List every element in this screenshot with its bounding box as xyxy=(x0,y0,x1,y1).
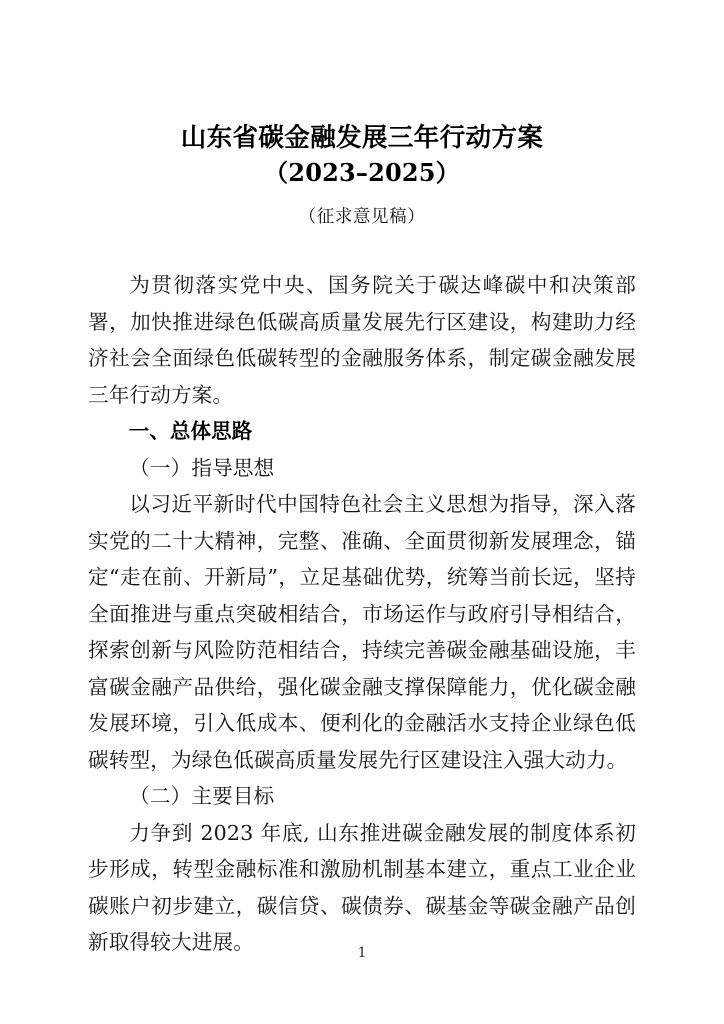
subsection-heading-1: （一）指导思想 xyxy=(129,455,275,480)
subsection-1-paragraph: 以习近平新时代中国特色社会主义思想为指导，深入落实党的二十大精神，完整、准确、全面贯彻新发展理念，锚定“走在前、开新局”，立足基础优势，统筹当前长远，坚持全面推进与重点突破相结合，市场运作与政府引导相结合，探索创新与风险防范相结合，持续完善碳金融基础设施，丰富碳金融产品供给，强化碳金融支撑保障能力，优化碳金融发展环境，引入低成本、便利化的金融活水支持企业绿色低碳转型，为绿色低碳高质量发展先行区建设注入强大动力。 xyxy=(88,492,636,772)
subsection-2-paragraph: 力争到 2023 年底, 山东推进碳金融发展的制度体系初步形成，转型金融标准和激励机制基本建立，重点工业企业碳账户初步建立，碳信贷、碳债券、碳基金等碳金融产品创新取得较大进展。 xyxy=(88,820,636,954)
document-title-line-1: 山东省碳金融发展三年行动方案 xyxy=(180,123,544,153)
document-body xyxy=(88,230,636,961)
preamble-paragraph: 为贯彻落实党中央、国务院关于碳达峰碳中和决策部署，加快推进绿色低碳高质量发展先行区建设，构建助力经济社会全面绿色低碳转型的金融服务体系，制定碳金融发展三年行动方案。 xyxy=(88,273,636,407)
subsection-heading-2: （二）主要目标 xyxy=(129,784,275,808)
page-number: 1 xyxy=(357,945,367,961)
document-subtitle: （征求意见稿） xyxy=(298,207,426,227)
section-heading-1: 一、总体思路 xyxy=(128,419,253,443)
document-title-line-2: （2023–2025） xyxy=(264,158,460,187)
document-content xyxy=(88,0,636,961)
